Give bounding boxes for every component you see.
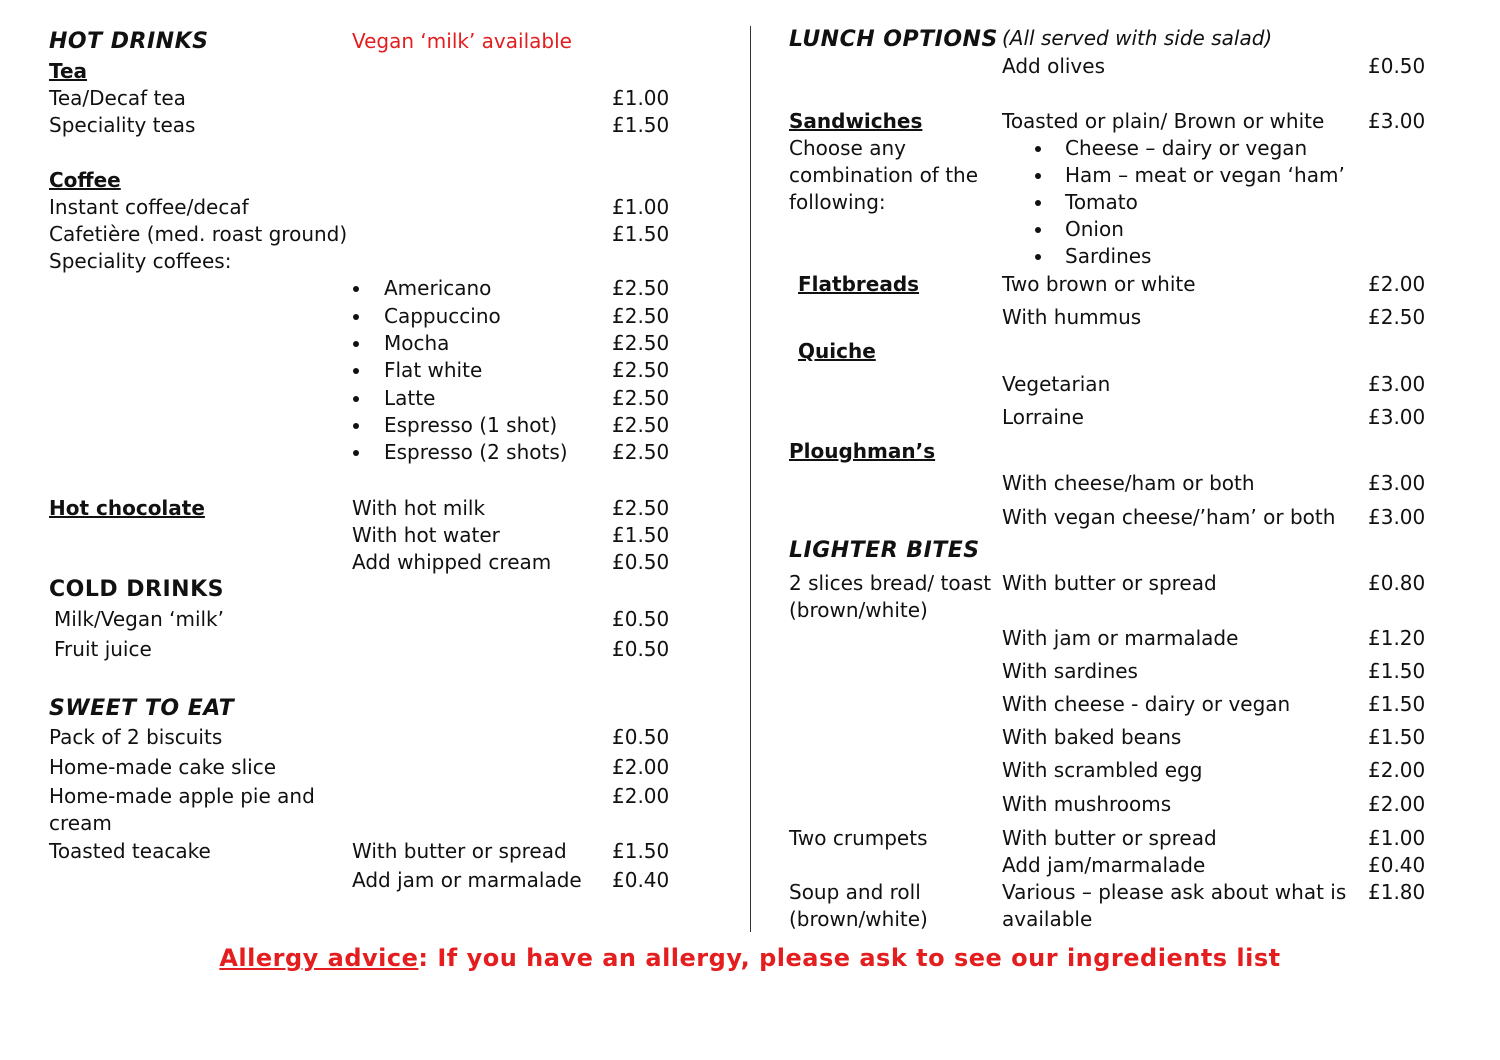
sweet-item-name: Pack of 2 biscuits bbox=[49, 725, 223, 749]
bullet-icon bbox=[353, 450, 359, 456]
olives-name: Add olives bbox=[1002, 54, 1105, 78]
sandwich-filling: Cheese – dairy or vegan bbox=[1065, 136, 1308, 160]
speciality-coffee-price: £2.50 bbox=[612, 386, 670, 410]
hot-chocolate-price: £1.50 bbox=[612, 523, 670, 547]
quiche-option: Vegetarian bbox=[1002, 372, 1111, 396]
speciality-coffee-name: Espresso (2 shots) bbox=[384, 440, 568, 464]
bullet-icon bbox=[353, 341, 359, 347]
ploughmans-price: £3.00 bbox=[1368, 505, 1426, 529]
cold-drink-name: Fruit juice bbox=[54, 637, 152, 661]
lunch-heading: LUNCH OPTIONS bbox=[789, 27, 998, 52]
coffee-item-name: Instant coffee/decaf bbox=[49, 195, 249, 219]
bread-option: With mushrooms bbox=[1002, 792, 1172, 816]
bread-price: £1.50 bbox=[1368, 659, 1426, 683]
coffee-heading: Coffee bbox=[49, 168, 121, 192]
sandwich-filling: Onion bbox=[1065, 217, 1124, 241]
quiche-price: £3.00 bbox=[1368, 372, 1426, 396]
crumpets-label: Two crumpets bbox=[789, 826, 928, 850]
soup-label: Soup and roll bbox=[789, 880, 921, 904]
bread-price: £0.80 bbox=[1368, 571, 1426, 595]
speciality-coffee-name: Cappuccino bbox=[384, 304, 501, 328]
teacake-name: Toasted teacake bbox=[49, 839, 211, 863]
bullet-icon bbox=[1035, 173, 1041, 179]
cold-drink-price: £0.50 bbox=[612, 637, 670, 661]
tea-item-price: £1.00 bbox=[612, 86, 670, 110]
bread-price: £1.50 bbox=[1368, 692, 1426, 716]
bread-label: 2 slices bread/ toast bbox=[789, 571, 992, 595]
hot-chocolate-option: With hot milk bbox=[352, 496, 486, 520]
tea-item-price: £1.50 bbox=[612, 113, 670, 137]
quiche-option: Lorraine bbox=[1002, 405, 1084, 429]
cold-drink-name: Milk/Vegan ‘milk’ bbox=[54, 607, 224, 631]
flatbread-price: £2.00 bbox=[1368, 272, 1426, 296]
sandwiches-type: Toasted or plain/ Brown or white bbox=[1002, 109, 1325, 133]
bullet-icon bbox=[1035, 146, 1041, 152]
cold-drink-price: £0.50 bbox=[612, 607, 670, 631]
sandwiches-desc: combination of the bbox=[789, 163, 979, 187]
crumpets-price: £1.00 bbox=[1368, 826, 1426, 850]
teacake-price: £1.50 bbox=[612, 839, 670, 863]
speciality-coffee-price: £2.50 bbox=[612, 440, 670, 464]
speciality-coffee-price: £2.50 bbox=[612, 276, 670, 300]
olives-price: £0.50 bbox=[1368, 54, 1426, 78]
speciality-coffee-price: £2.50 bbox=[612, 413, 670, 437]
ploughmans-option: With vegan cheese/’ham’ or both bbox=[1002, 505, 1336, 529]
hot-chocolate-price: £2.50 bbox=[612, 496, 670, 520]
bread-option: With baked beans bbox=[1002, 725, 1182, 749]
teacake-price: £0.40 bbox=[612, 868, 670, 892]
speciality-coffee-price: £2.50 bbox=[612, 331, 670, 355]
bullet-icon bbox=[1035, 254, 1041, 260]
bread-price: £2.00 bbox=[1368, 758, 1426, 782]
soup-label: (brown/white) bbox=[789, 907, 928, 931]
ploughmans-heading: Ploughman’s bbox=[789, 439, 936, 463]
speciality-coffee-name: Flat white bbox=[384, 358, 483, 382]
bread-option: With jam or marmalade bbox=[1002, 626, 1239, 650]
teacake-option: With butter or spread bbox=[352, 839, 567, 863]
ploughmans-price: £3.00 bbox=[1368, 471, 1426, 495]
speciality-coffee-name: Mocha bbox=[384, 331, 450, 355]
bullet-icon bbox=[353, 314, 359, 320]
quiche-price: £3.00 bbox=[1368, 405, 1426, 429]
hot-chocolate-heading: Hot chocolate bbox=[49, 496, 205, 520]
bread-price: £1.50 bbox=[1368, 725, 1426, 749]
bread-label: (brown/white) bbox=[789, 598, 928, 622]
speciality-coffees-label: Speciality coffees: bbox=[49, 249, 232, 273]
sweet-item-name: Home-made cake slice bbox=[49, 755, 276, 779]
sandwiches-price: £3.00 bbox=[1368, 109, 1426, 133]
coffee-item-name: Cafetière (med. roast ground) bbox=[49, 222, 348, 246]
lunch-note: (All served with side salad) bbox=[1002, 26, 1273, 50]
tea-item-name: Speciality teas bbox=[49, 113, 196, 137]
bullet-icon bbox=[1035, 227, 1041, 233]
speciality-coffee-price: £2.50 bbox=[612, 358, 670, 382]
ploughmans-option: With cheese/ham or both bbox=[1002, 471, 1255, 495]
sandwich-filling: Sardines bbox=[1065, 244, 1152, 268]
sandwiches-heading: Sandwiches bbox=[789, 109, 923, 133]
sweet-item-name-cont: cream bbox=[49, 811, 112, 835]
soup-desc: Various – please ask about what is bbox=[1002, 880, 1347, 904]
vegan-milk-note: Vegan ‘milk’ available bbox=[352, 29, 572, 53]
tea-item-name: Tea/Decaf tea bbox=[49, 86, 186, 110]
coffee-item-price: £1.00 bbox=[612, 195, 670, 219]
flatbreads-heading: Flatbreads bbox=[798, 272, 920, 296]
hot-chocolate-option: Add whipped cream bbox=[352, 550, 552, 574]
speciality-coffee-price: £2.50 bbox=[612, 304, 670, 328]
bread-option: With butter or spread bbox=[1002, 571, 1217, 595]
bread-option: With cheese - dairy or vegan bbox=[1002, 692, 1291, 716]
allergy-label: Allergy advice bbox=[219, 944, 419, 972]
bullet-icon bbox=[1035, 200, 1041, 206]
teacake-option: Add jam or marmalade bbox=[352, 868, 582, 892]
quiche-heading: Quiche bbox=[798, 339, 876, 363]
bullet-icon bbox=[353, 286, 359, 292]
speciality-coffee-name: Latte bbox=[384, 386, 436, 410]
soup-price: £1.80 bbox=[1368, 880, 1426, 904]
crumpets-option: With butter or spread bbox=[1002, 826, 1217, 850]
flatbread-option: With hummus bbox=[1002, 305, 1142, 329]
sweet-heading: SWEET TO EAT bbox=[49, 696, 235, 721]
coffee-item-price: £1.50 bbox=[612, 222, 670, 246]
tea-heading: Tea bbox=[49, 59, 88, 83]
hot-drinks-heading: HOT DRINKS bbox=[49, 29, 209, 54]
sandwich-filling: Ham – meat or vegan ‘ham’ bbox=[1065, 163, 1345, 187]
sweet-item-price: £2.00 bbox=[612, 784, 670, 808]
sandwich-filling: Tomato bbox=[1065, 190, 1138, 214]
sandwiches-desc: Choose any bbox=[789, 136, 906, 160]
speciality-coffee-name: Americano bbox=[384, 276, 492, 300]
bread-option: With scrambled egg bbox=[1002, 758, 1203, 782]
soup-desc: available bbox=[1002, 907, 1093, 931]
sweet-item-name: Home-made apple pie and bbox=[49, 784, 315, 808]
flatbread-price: £2.50 bbox=[1368, 305, 1426, 329]
crumpets-price: £0.40 bbox=[1368, 853, 1426, 877]
bread-price: £1.20 bbox=[1368, 626, 1426, 650]
hot-chocolate-option: With hot water bbox=[352, 523, 500, 547]
sweet-item-price: £2.00 bbox=[612, 755, 670, 779]
bullet-icon bbox=[353, 423, 359, 429]
allergy-text: : If you have an allergy, please ask to see our ingredients list bbox=[418, 944, 1281, 972]
bread-option: With sardines bbox=[1002, 659, 1138, 683]
flatbread-option: Two brown or white bbox=[1002, 272, 1196, 296]
bread-price: £2.00 bbox=[1368, 792, 1426, 816]
cold-drinks-heading: COLD DRINKS bbox=[49, 577, 224, 602]
sandwiches-desc: following: bbox=[789, 190, 886, 214]
speciality-coffee-name: Espresso (1 shot) bbox=[384, 413, 558, 437]
bullet-icon bbox=[353, 368, 359, 374]
crumpets-option: Add jam/marmalade bbox=[1002, 853, 1206, 877]
allergy-advice bbox=[0, 944, 1500, 972]
lighter-bites-heading: LIGHTER BITES bbox=[789, 538, 980, 563]
hot-chocolate-price: £0.50 bbox=[612, 550, 670, 574]
column-divider bbox=[750, 26, 751, 932]
bullet-icon bbox=[353, 396, 359, 402]
sweet-item-price: £0.50 bbox=[612, 725, 670, 749]
